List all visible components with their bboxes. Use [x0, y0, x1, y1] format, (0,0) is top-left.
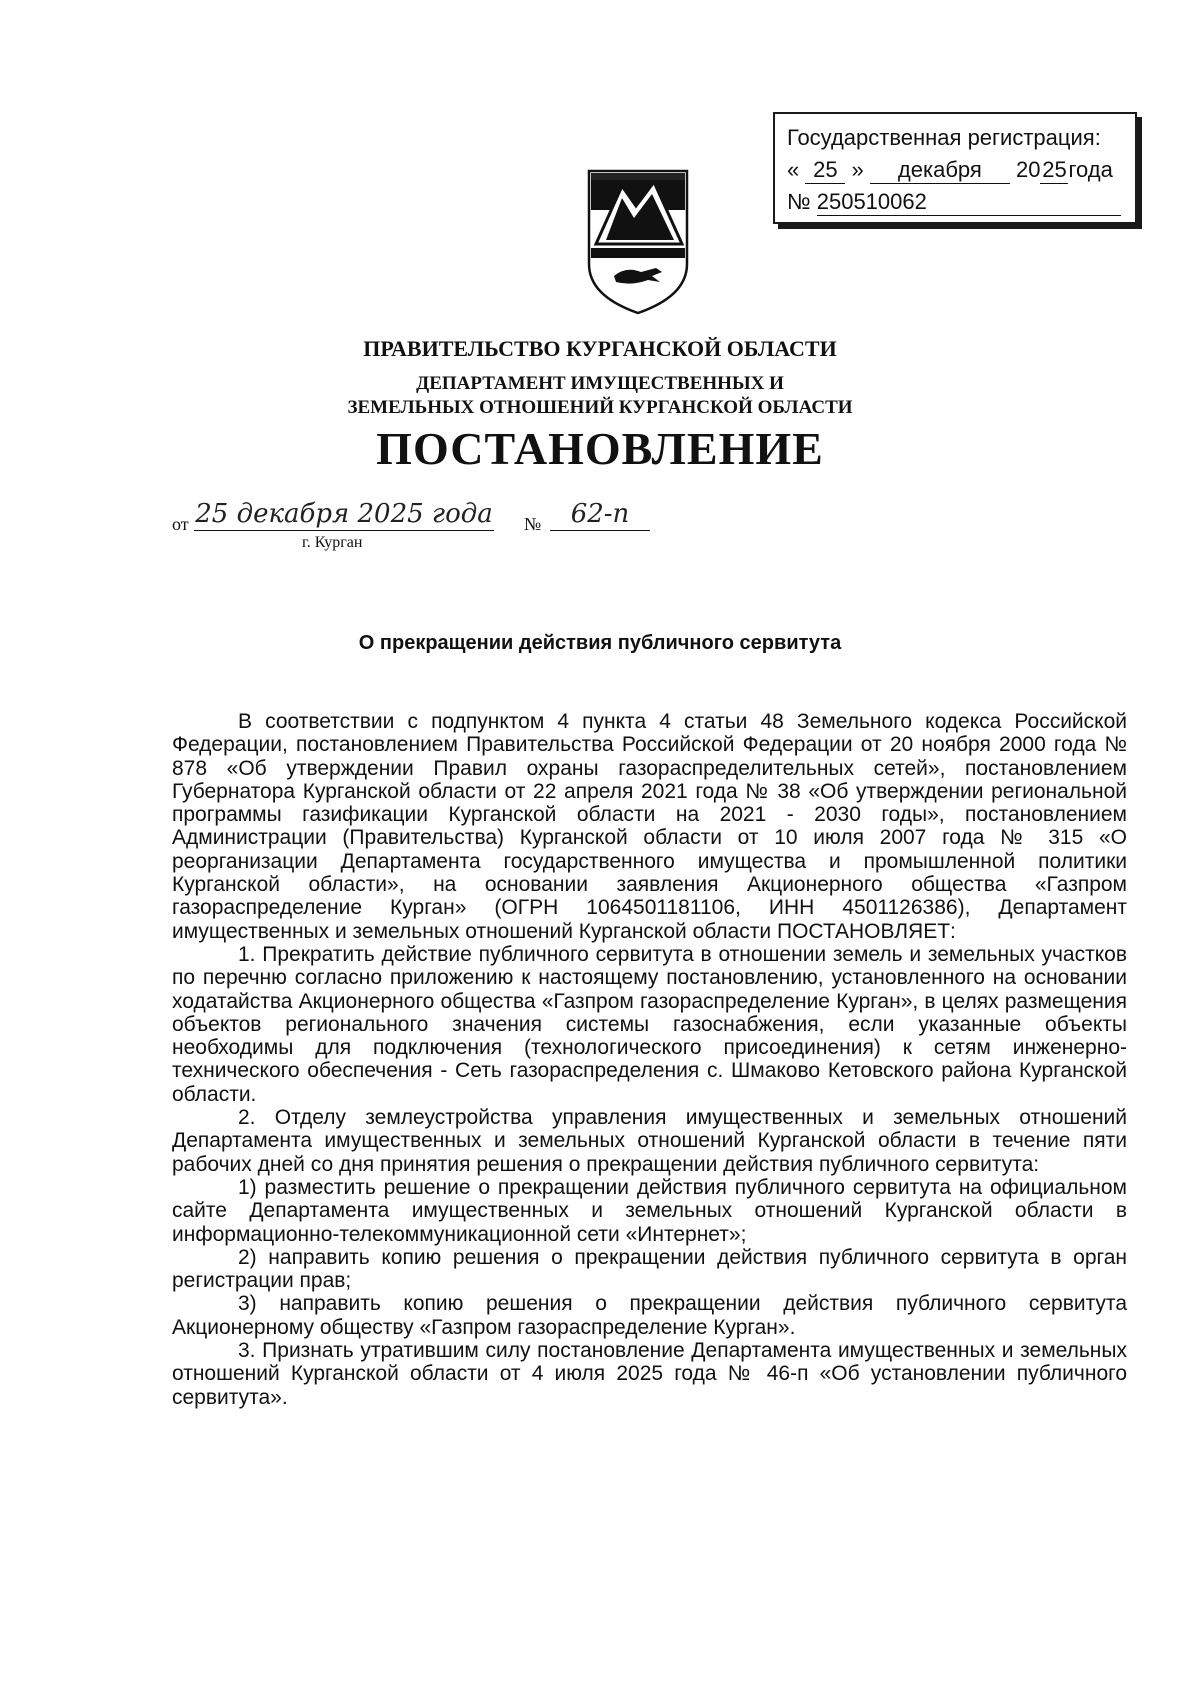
body-paragraph-2-2: 2) направить копию решения о прекращении действия публичного сервитута в орган регистрации прав; [172, 1245, 1127, 1293]
stamp-date: « 25 » декабря 2025года [787, 157, 1113, 182]
stamp-title: Государственная регистрация: [787, 125, 1101, 150]
handwritten-number: 62-п [550, 498, 650, 531]
body-paragraph-preamble: В соответствии с подпунктом 4 пункта 4 статьи 48 Земельного кодекса Российской Федерации, постановлением Правительства Российской Федерации от 20 ноября 2000 года № 878 «Об утверждении Правил охраны газораспределительных сетей», постановлением Губернатора Курганской области от 22 апреля 2021 года № 38 «Об утверждении региональной программы газификации Курганской области на 2021 - 2030 годы», постановлением Администрации (Правительства) Курганской области от 10 июля 2007 года № 315 «О реорганизации Департамента государственного имущества и промышленной политики Курганской области», на основании заявления Акционерного общества «Газпром газораспределение Курган» (ОГРН 1064501181106, ИНН 4501126386), Департамент имущественных и земельных отношений Курганской области ПОСТАНОВЛЯЕТ: [172, 710, 1127, 943]
body-paragraph-2-1: 1) разместить решение о прекращении действия публичного сервитута на официальном сайте Департамента имущественных и земельных отношений Курганской области в информационно-телекоммуникационной сети «Интернет»; [172, 1175, 1127, 1246]
stamp-number: 250510062 [817, 189, 1121, 216]
government-name: ПРАВИТЕЛЬСТВО КУРГАНСКОЙ ОБЛАСТИ [363, 336, 837, 361]
from-label: от [172, 514, 189, 534]
stamp-month: декабря [870, 157, 1010, 184]
body-paragraph-2: 2. Отделу землеустройства управления имущественных и земельных отношений Департамента имущественных и земельных отношений Курганской области в течение пяти рабочих дней со дня принятия решения о прекращении действия публичного сервитута: [172, 1106, 1127, 1176]
document-body [172, 710, 1127, 1409]
registration-stamp [773, 112, 1137, 224]
body-paragraph-3: 3. Признать утратившим силу постановление Департамента имущественных и земельных отношений Курганской области от 4 июля 2025 года № 46-п «Об установлении публичного сервитута». [172, 1339, 1127, 1409]
body-paragraph-2-3: 3) направить копию решения о прекращении действия публичного сервитута Акционерному обществу «Газпром газораспределение Курган». [172, 1292, 1127, 1339]
date-number-line [172, 499, 692, 564]
stamp-year-prefix: 20 [1016, 157, 1041, 182]
coat-of-arms-icon [586, 168, 690, 316]
document-type: ПОСТАНОВЛЕНИЕ [376, 423, 824, 474]
stamp-day: 25 [805, 157, 845, 184]
document-title: О прекращении действия публичного сервитута [358, 632, 842, 654]
body-paragraph-1: 1. Прекратить действие публичного сервитута в отношении земель и земельных участков по перечню согласно приложению к настоящему постановлению, установленного на основании ходатайства Акционерного общества «Газпром газораспределение Курган», в целях размещения объектов регионального значения системы газоснабжения, если указанные объекты необходимы для подключения (технологического присоединения) к сетям инженерно-технического обеспечения - Сеть газораспределения с. Шмаково Кетовского района Курганской области. [172, 942, 1127, 1106]
stamp-year-word: года [1068, 157, 1113, 182]
handwritten-date: 25 декабря 2025 года [195, 499, 493, 529]
number-label: № [524, 514, 542, 534]
stamp-year-suffix: 25 [1042, 157, 1067, 182]
department-name: ДЕПАРТАМЕНТ ИМУЩЕСТВЕННЫХ И ЗЕМЕЛЬНЫХ ОТНОШЕНИЙ КУРГАНСКОЙ ОБЛАСТИ [347, 373, 853, 418]
stamp-number-row: № 250510062 [787, 186, 1123, 218]
city-label: г. Курган [302, 534, 363, 551]
